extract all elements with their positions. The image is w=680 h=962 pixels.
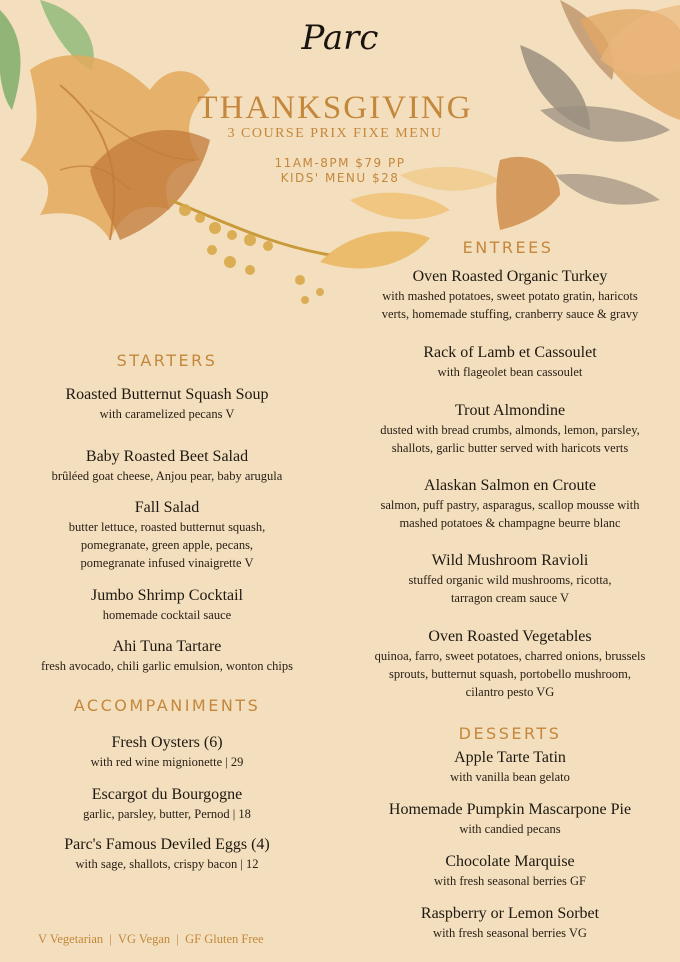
item-name: Jumbo Shrimp Cocktail — [91, 587, 243, 604]
item-description: fresh avocado, chili garlic emulsion, wonton chips — [40, 659, 294, 673]
entrees-heading: ENTREES — [462, 238, 554, 257]
item-description: butter lettuce, roasted butternut squash, pomegranate, green apple, pecans, pomegranate infused vinaigrette V — [68, 520, 266, 570]
item-description: with fresh seasonal berries VG — [433, 926, 587, 940]
menu-item — [340, 401, 680, 457]
item-description: dusted with bread crumbs, almonds, lemon, parsley, shallots, garlic butter served with haricots verts — [380, 423, 640, 455]
page-subtitle: 3 COURSE PRIX FIXE MENU — [227, 126, 443, 141]
item-description: garlic, parsley, butter, Pernod | 18 — [83, 807, 251, 821]
menu-item — [0, 785, 334, 823]
item-description: salmon, puff pastry, asparagus, scallop mousse with mashed potatoes & champagne beurre blanc — [380, 498, 640, 530]
desserts-heading: DESSERTS — [458, 724, 562, 743]
menu-item — [0, 586, 334, 624]
item-name: Roasted Butternut Squash Soup — [65, 386, 269, 403]
menu-item — [340, 551, 680, 607]
parc-logo: Parc — [301, 18, 379, 58]
menu-item — [0, 447, 334, 485]
item-name: Trout Almondine — [454, 402, 566, 419]
item-description: with candied pecans — [459, 822, 561, 836]
item-name: Fall Salad — [134, 499, 200, 516]
menu-item — [340, 627, 680, 701]
item-name: Apple Tarte Tatin — [454, 749, 566, 766]
item-description: with sage, shallots, crispy bacon | 12 — [75, 857, 259, 871]
menu-item — [0, 498, 334, 572]
item-description: with mashed potatoes, sweet potato gratin, haricots verts, homemade stuffing, cranberry sauce & gravy — [381, 289, 639, 321]
dietary-legend: V Vegetarian | VG Vegan | GF Gluten Free — [38, 932, 264, 946]
item-description: with caramelized pecans V — [99, 407, 235, 421]
item-name: Baby Roasted Beet Salad — [85, 448, 249, 465]
item-name: Escargot du Bourgogne — [91, 786, 243, 803]
item-description: stuffed organic wild mushrooms, ricotta, tarragon cream sauce V — [408, 573, 612, 605]
item-name: Homemade Pumpkin Mascarpone Pie — [388, 801, 632, 818]
item-name: Ahi Tuna Tartare — [112, 638, 222, 655]
hours-price: 11AM-8PM $79 PP — [274, 156, 406, 170]
item-name: Oven Roasted Organic Turkey — [412, 268, 608, 285]
item-description: brûléed goat cheese, Anjou pear, baby arugula — [51, 469, 283, 483]
item-name: Alaskan Salmon en Croute — [424, 477, 596, 494]
menu-item — [340, 476, 680, 532]
item-description: quinoa, farro, sweet potatoes, charred onions, brussels sprouts, butternut squash, portobello mushroom, cilantro pesto VG — [374, 649, 646, 699]
menu-item — [0, 835, 334, 873]
item-name: Chocolate Marquise — [445, 853, 575, 870]
item-description: with flageolet bean cassoulet — [437, 365, 583, 379]
item-name: Rack of Lamb et Cassoulet — [423, 344, 597, 361]
menu-item — [0, 637, 334, 675]
item-description: with vanilla bean gelato — [450, 770, 570, 784]
item-description: homemade cocktail sauce — [102, 608, 232, 622]
item-description: with fresh seasonal berries GF — [433, 874, 587, 888]
item-description: with red wine mignionette | 29 — [90, 755, 244, 769]
page-title: THANKSGIVING — [197, 90, 473, 126]
menu-item — [0, 385, 334, 423]
item-name: Raspberry or Lemon Sorbet — [420, 905, 600, 922]
item-name: Wild Mushroom Ravioli — [431, 552, 589, 569]
menu-item — [340, 267, 680, 323]
starters-heading: STARTERS — [116, 351, 218, 370]
accompaniments-heading: ACCOMPANIMENTS — [73, 696, 261, 715]
menu-item — [340, 852, 680, 890]
kids-menu-price: KIDS' MENU $28 — [280, 171, 400, 185]
menu-item — [340, 343, 680, 381]
menu-item — [340, 904, 680, 942]
menu-item — [340, 748, 680, 786]
item-name: Parc's Famous Deviled Eggs (4) — [64, 836, 270, 853]
item-name: Oven Roasted Vegetables — [428, 628, 592, 645]
menu-item — [340, 800, 680, 838]
menu-item — [0, 733, 334, 771]
item-name: Fresh Oysters (6) — [111, 734, 223, 751]
